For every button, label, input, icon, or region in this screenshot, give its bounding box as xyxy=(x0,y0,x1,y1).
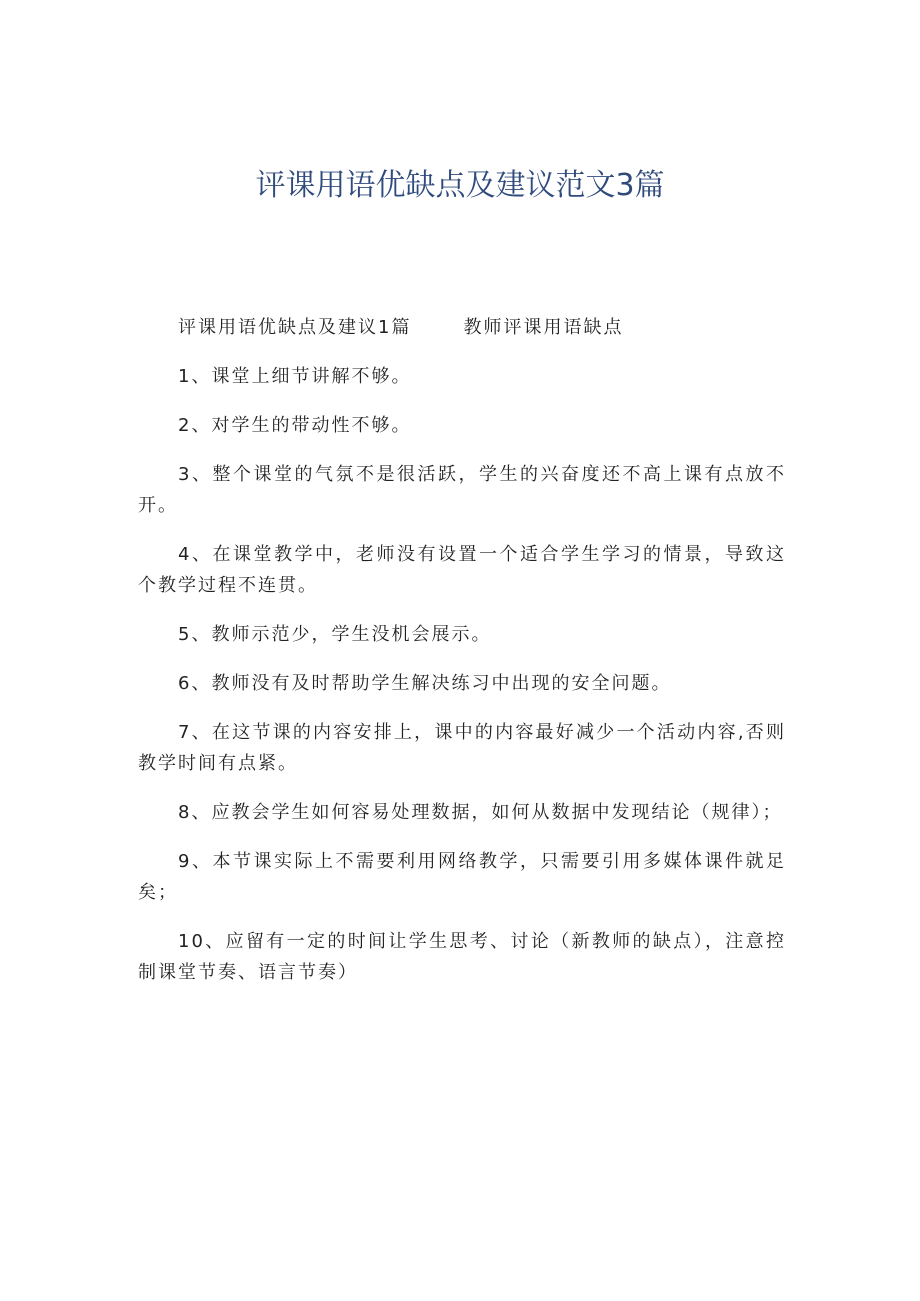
document-title: 评课用语优缺点及建议范文3篇 xyxy=(255,168,665,203)
list-item: 6、教师没有及时帮助学生解决练习中出现的安全问题。 xyxy=(178,673,672,694)
list-item: 5、教师示范少，学生没机会展示。 xyxy=(178,624,492,645)
list-item: 4、在课堂教学中，老师没有设置一个适合学生学习的情景，导致这个教学过程不连贯。 xyxy=(138,544,786,596)
intro-line xyxy=(138,312,786,343)
list-item: 3、整个课堂的气氛不是很活跃，学生的兴奋度还不高上课有点放不开。 xyxy=(138,464,786,516)
list-item: 1、课堂上细节讲解不够。 xyxy=(178,366,412,387)
list-item: 7、在这节课的内容安排上，课中的内容最好减少一个活动内容,否则教学时间有点紧。 xyxy=(138,722,786,774)
intro-subheading: 教师评课用语缺点 xyxy=(463,317,624,338)
list-item: 2、对学生的带动性不够。 xyxy=(178,415,412,436)
list-item: 9、本节课实际上不需要利用网络教学，只需要引用多媒体课件就足矣； xyxy=(138,851,786,903)
list-item: 10、应留有一定的时间让学生思考、讨论（新教师的缺点），注意控制课堂节奏、语言节奏） xyxy=(138,931,786,983)
document-body xyxy=(138,312,786,1006)
list-item: 8、应教会学生如何容易处理数据，如何从数据中发现结论（规律）； xyxy=(178,802,783,823)
intro-section-heading: 评课用语优缺点及建议1篇 xyxy=(178,317,412,338)
